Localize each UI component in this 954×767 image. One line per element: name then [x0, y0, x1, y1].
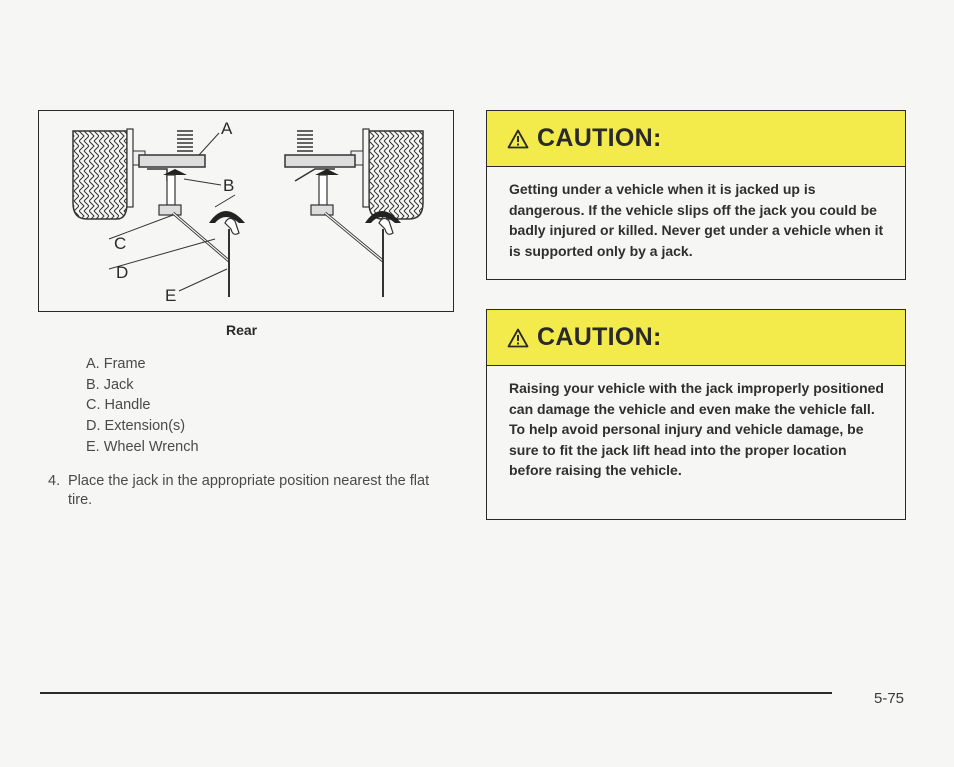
right-tire [351, 129, 423, 219]
page-number: 5-75 [874, 690, 905, 707]
label-a: A [221, 119, 233, 138]
legend-list [86, 354, 199, 458]
figure-caption: Rear [226, 322, 258, 338]
caution-box-2 [486, 309, 906, 520]
legend-item-extensions: D. Extension(s) [86, 418, 186, 435]
caution-header [487, 111, 905, 167]
legend-item-frame: A. Frame [86, 356, 146, 372]
step-number: 4. [48, 473, 61, 489]
legend-item-wheel-wrench: E. Wheel Wrench [86, 438, 199, 455]
step-4 [48, 472, 448, 510]
caution-title: CAUTION: [537, 323, 662, 351]
caution-title: CAUTION: [537, 124, 662, 152]
caution-header [487, 310, 905, 366]
label-c: C [114, 234, 127, 253]
step-text: Place the jack in the appropriate position nearest the flat tire. [68, 473, 430, 508]
jack-diagram-illustration [39, 111, 453, 311]
jack-diagram [38, 110, 454, 312]
footer-rule [40, 692, 832, 694]
label-b: B [223, 176, 235, 195]
caution-text: Getting under a vehicle when it is jacked up is dangerous. If the vehicle slips off the jack you could be badly injured or killed. Never get under a vehicle when it is supported only by a jack. [509, 181, 884, 259]
caution-box-1 [486, 110, 906, 280]
label-d: D [116, 263, 129, 282]
left-tire [73, 129, 145, 219]
warning-triangle-icon [507, 129, 529, 149]
label-e: E [165, 286, 177, 305]
legend-item-jack: B. Jack [86, 376, 134, 393]
legend-item-handle: C. Handle [86, 397, 151, 414]
caution-text: Raising your vehicle with the jack improperly positioned can damage the vehicle and even make the vehicle fall. To help avoid personal injury and vehicle damage, be sure to fit the jack lift head into the proper location before raising the vehicle. [509, 380, 884, 478]
warning-triangle-icon [507, 328, 529, 348]
